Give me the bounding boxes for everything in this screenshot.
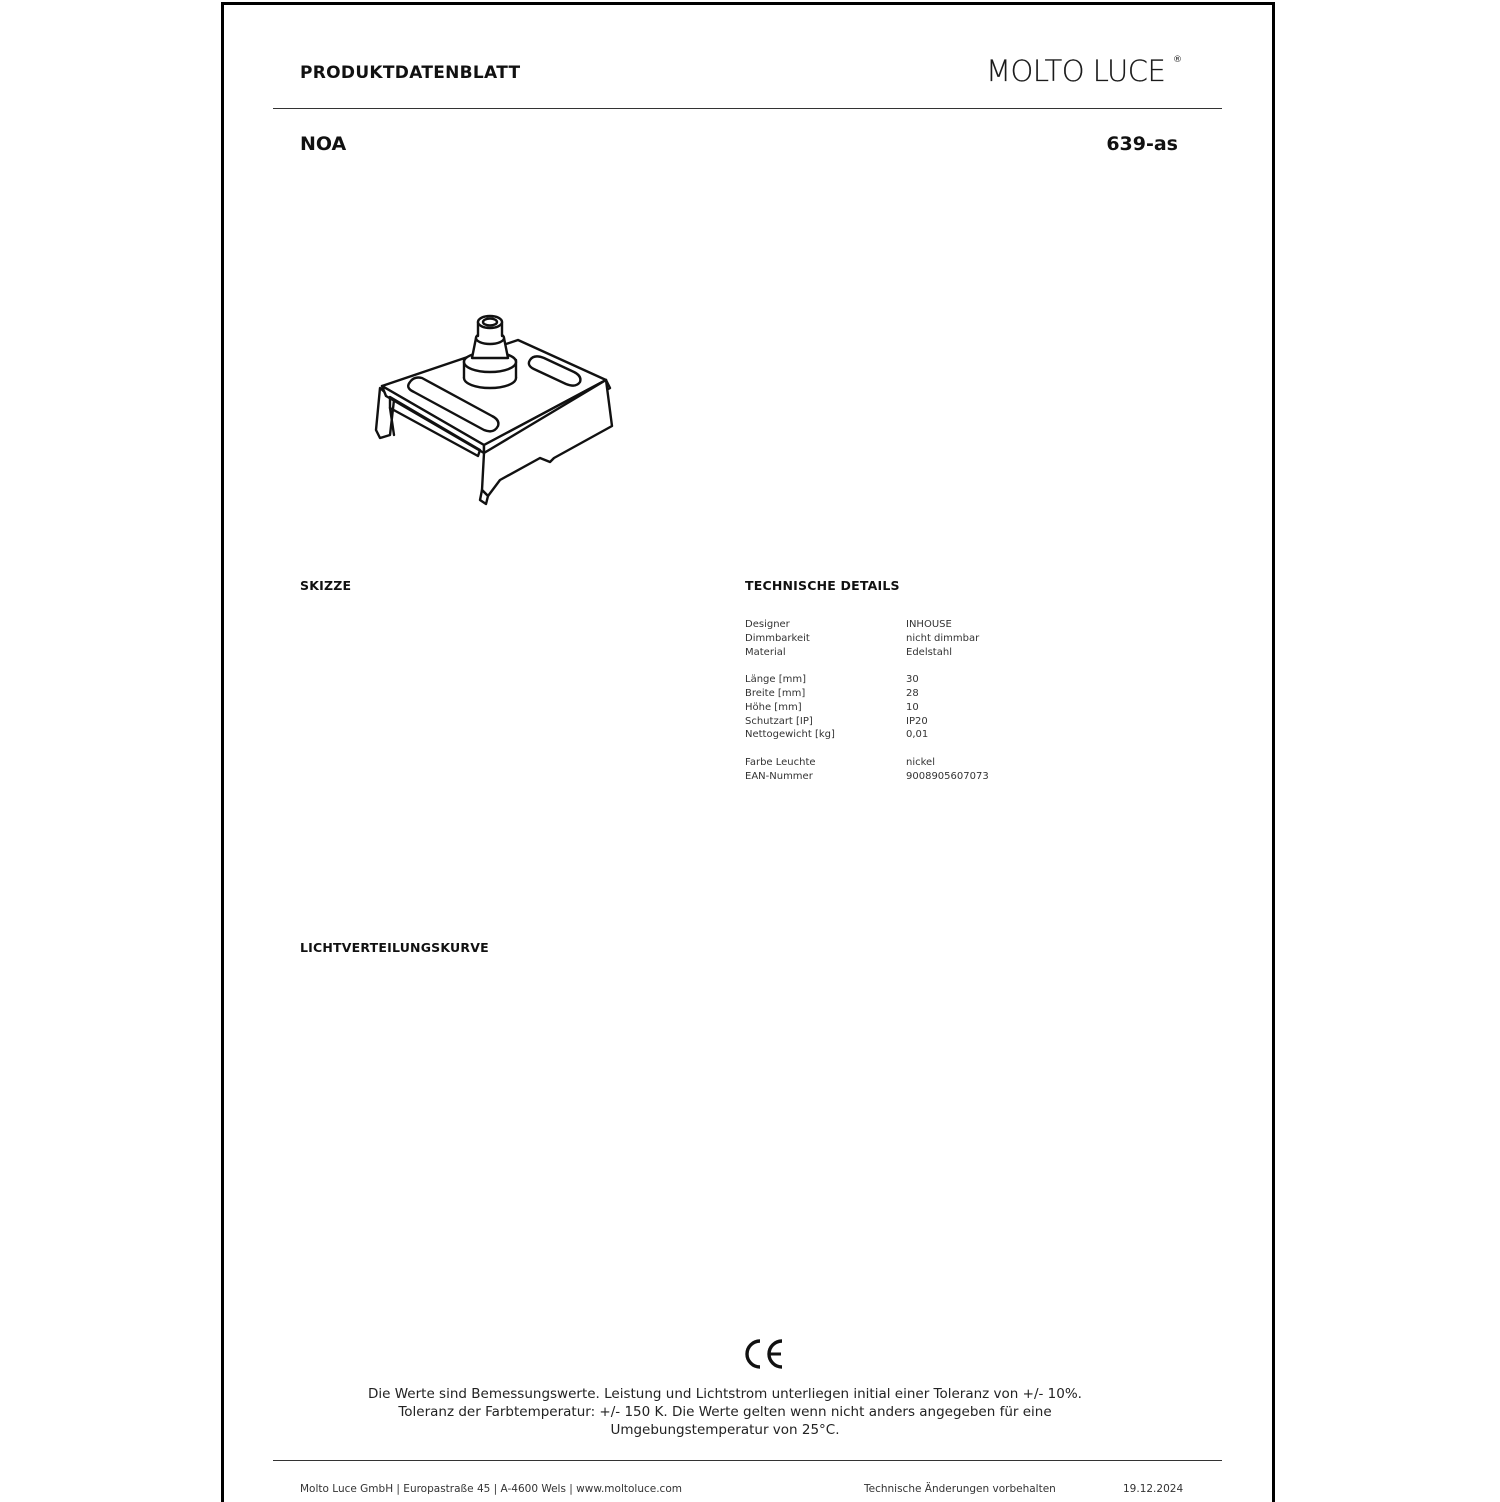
section-sketch-label: SKIZZE (300, 578, 352, 593)
product-drawing (360, 300, 630, 510)
spec-value: nicht dimmbar (906, 632, 980, 644)
spec-value: 30 (906, 674, 919, 686)
product-name: NOA (300, 133, 347, 155)
document-title: PRODUKTDATENBLATT (300, 63, 521, 83)
datasheet-page (221, 2, 1275, 1502)
spec-key: Länge [mm] (745, 674, 807, 686)
tolerance-disclaimer (300, 1385, 1150, 1439)
header-divider (273, 108, 1222, 109)
spec-key: Dimmbarkeit (745, 632, 810, 644)
section-technical-label: TECHNISCHE DETAILS (745, 578, 900, 593)
brand-logo: MOLTO LUCE (986, 54, 1166, 88)
spec-value: 28 (906, 687, 919, 699)
spec-key: Material (745, 646, 786, 658)
footer-company-info: Molto Luce GmbH | Europastraße 45 | A-4600 Wels | www.moltoluce.com (300, 1483, 682, 1495)
spec-value: 9008905607073 (906, 770, 989, 782)
spec-value: IP20 (906, 715, 928, 727)
disclaimer-line: Toleranz der Farbtemperatur: +/- 150 K. Die Werte gelten wenn nicht anders angegeben für eine (398, 1404, 1052, 1420)
brand-registered-mark: ® (1173, 55, 1182, 65)
spec-key: Nettogewicht [kg] (745, 729, 835, 741)
spec-value: 0,01 (906, 729, 929, 741)
disclaimer-line: Umgebungstemperatur von 25°C. (610, 1422, 840, 1438)
spec-value: nickel (906, 756, 935, 768)
footer-date: 19.12.2024 (1123, 1483, 1184, 1495)
spec-value: Edelstahl (906, 646, 952, 658)
product-code: 639-as (1106, 133, 1178, 155)
spec-value: 10 (906, 701, 919, 713)
spec-value: INHOUSE (906, 619, 952, 630)
spec-key: Designer (745, 619, 790, 630)
footer-notice: Technische Änderungen vorbehalten (864, 1483, 1056, 1495)
disclaimer-line: Die Werte sind Bemessungswerte. Leistung und Lichtstrom unterliegen initial einer Toleranz von +/- 10%. (368, 1386, 1082, 1402)
footer-divider (273, 1460, 1222, 1461)
section-light-curve-label: LICHTVERTEILUNGSKURVE (300, 940, 489, 955)
ce-mark-icon (744, 1338, 786, 1370)
spec-key: EAN-Nummer (745, 770, 813, 782)
spec-key: Höhe [mm] (745, 701, 802, 713)
spec-key: Breite [mm] (745, 687, 806, 699)
spec-key: Schutzart [IP] (745, 715, 813, 727)
spec-key: Farbe Leuchte (745, 756, 816, 768)
